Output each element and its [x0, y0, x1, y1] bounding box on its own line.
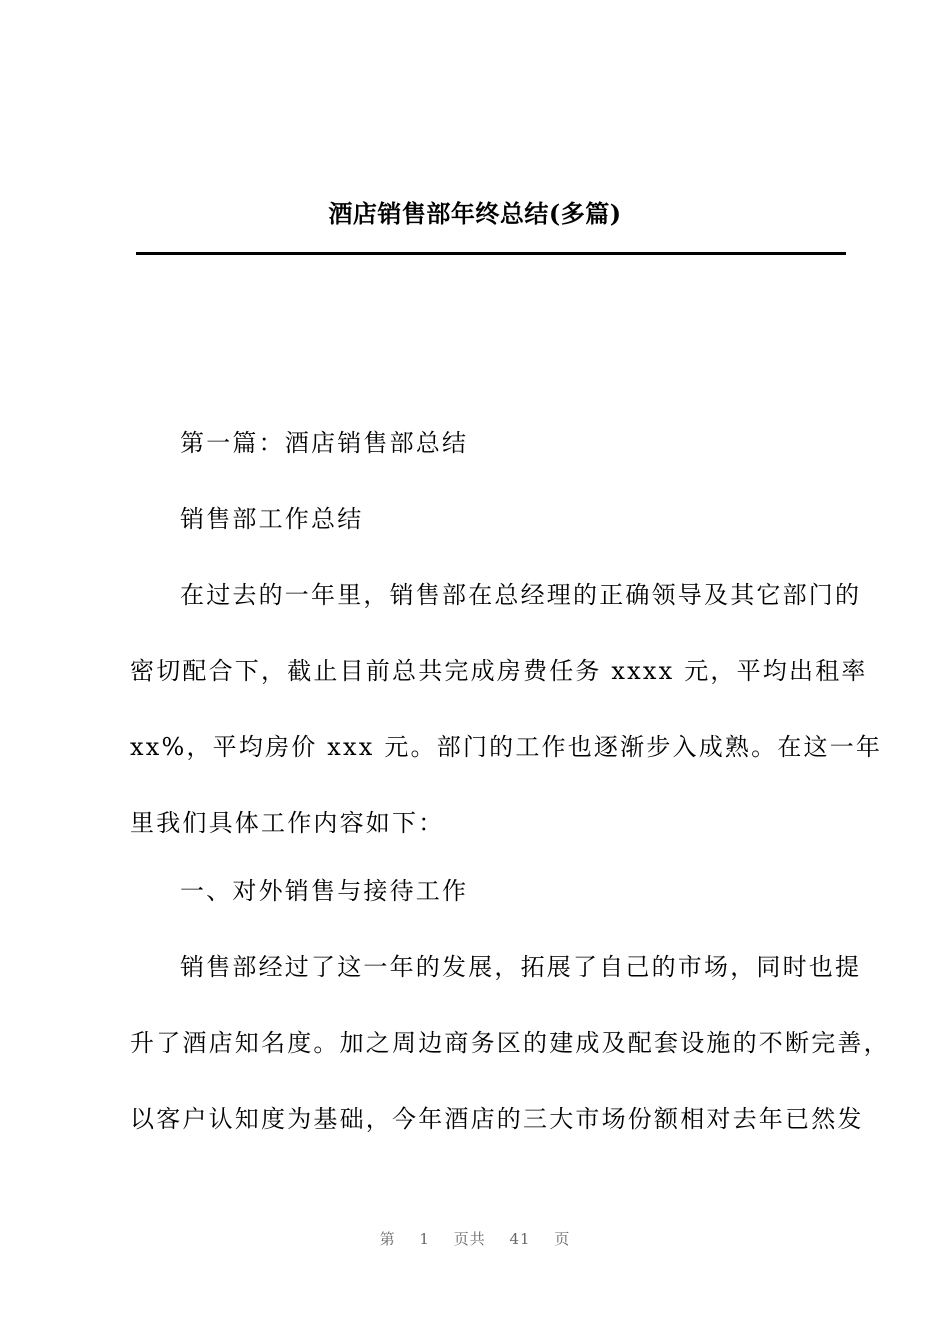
paragraph-section-heading [130, 405, 860, 481]
title-divider [136, 252, 846, 255]
paragraph-line: 销售部工作总结 [180, 505, 364, 533]
paragraph-item-heading [130, 853, 860, 929]
footer-page-number: 1 [419, 1230, 430, 1248]
footer-suffix: 页 [554, 1230, 571, 1248]
paragraph-subheading [130, 481, 860, 557]
paragraph-line: 第一篇：酒店销售部总结 [180, 429, 469, 457]
paragraph-line: 以客户认知度为基础，今年酒店的三大市场份额相对去年已然发 [130, 1105, 864, 1133]
page-footer [0, 1228, 950, 1249]
footer-prefix: 第 [379, 1230, 396, 1248]
paragraph-body [130, 929, 890, 1157]
footer-total-pages: 41 [509, 1230, 531, 1248]
paragraph-line: xx%，平均房价 xxx 元。部门的工作也逐渐步入成熟。在这一年 [130, 733, 883, 761]
footer-middle: 页共 [453, 1230, 486, 1248]
paragraph-line: 里我们具体工作内容如下： [130, 809, 445, 837]
paragraph-intro [130, 557, 883, 861]
paragraph-line: 密切配合下，截止目前总共完成房费任务 xxxx 元，平均出租率 [130, 657, 868, 685]
paragraph-line: 在过去的一年里，销售部在总经理的正确领导及其它部门的 [180, 581, 862, 609]
paragraph-line: 销售部经过了这一年的发展，拓展了自己的市场，同时也提 [180, 953, 862, 981]
paragraph-line: 一、对外销售与接待工作 [180, 877, 469, 905]
document-title: 酒店销售部年终总结(多篇) [328, 199, 622, 228]
paragraph-line: 升了酒店知名度。加之周边商务区的建成及配套设施的不断完善， [130, 1029, 890, 1057]
